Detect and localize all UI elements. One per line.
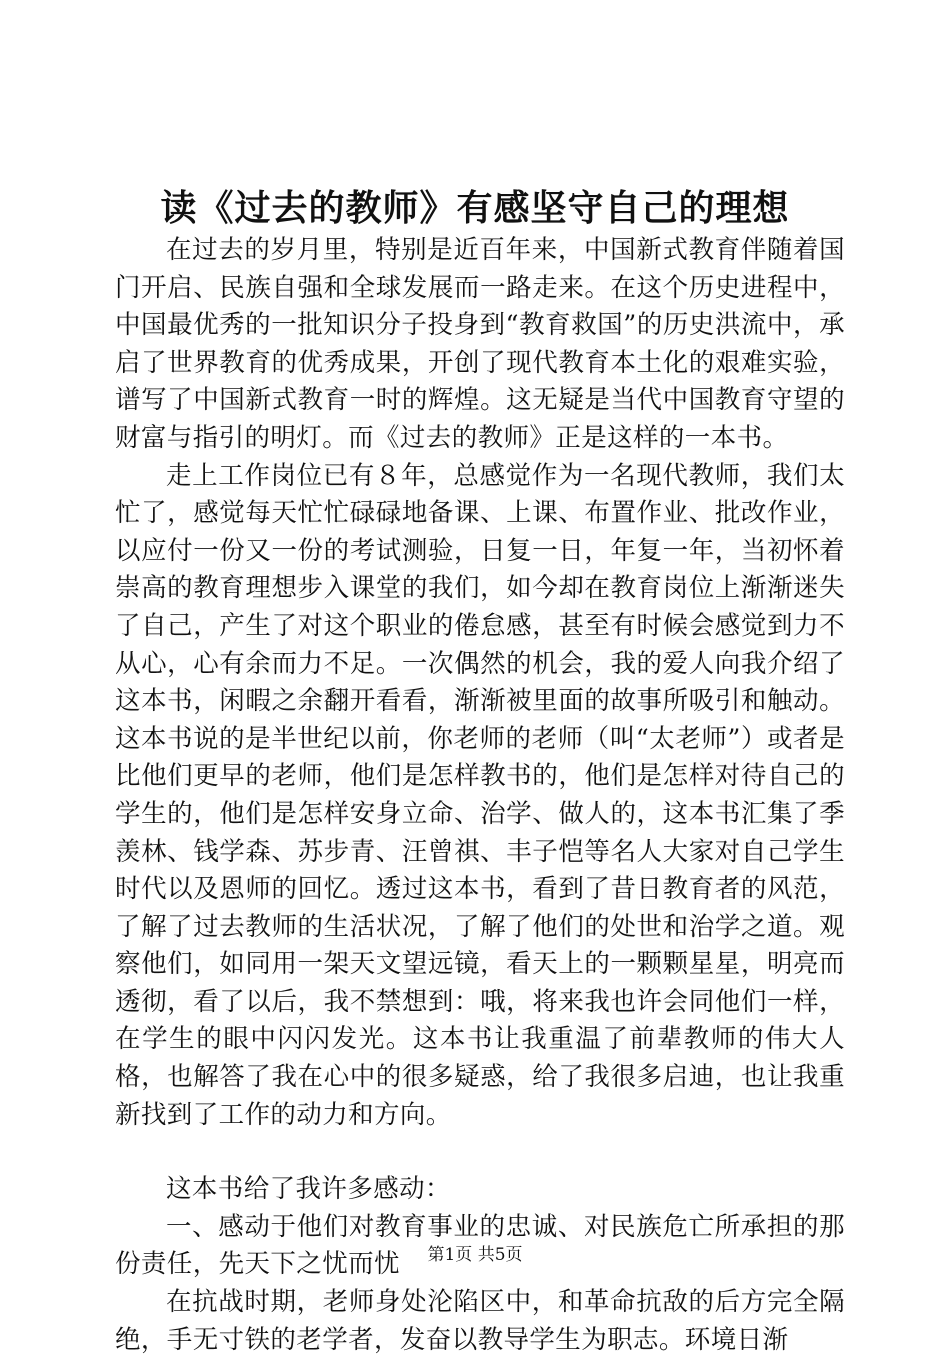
paragraph-intro: 在过去的岁月里，特别是近百年来，中国新式教育伴随着国门开启、民族自强和全球发展而一路走来。在这个历史进程中，中国最优秀的一批知识分子投身到“教育救国”的历史洪流中，承启了世界教育的优秀成果，开创了现代教育本土化的艰难实验，谱写了中国新式教育一时的辉煌。这无疑是当代中国教育守望的财富与指引的明灯。而《过去的教师》正是这样的一本书。: [115, 235, 845, 453]
paragraph-wartime: 在抗战时期，老师身处沦陷区中，和革命抗敌的后方完全隔绝，手无寸铁的老学者，发奋以教导学生为职志。环境日渐: [115, 1287, 845, 1355]
document-title: 读《过去的教师》有感坚守自己的理想: [160, 187, 790, 229]
paragraph-reflection: 走上工作岗位已有８年，总感觉作为一名现代教师，我们太忙了，感觉每天忙忙碌碌地备课、上课、布置作业、批改作业，以应付一份又一份的考试测验，日复一日，年复一年，当初怀着崇高的教育理想步入课堂的我们，如今却在教育岗位上渐渐迷失了自己，产生了对这个职业的倦怠感，甚至有时候会感觉到力不从心，心有余而力不足。一次偶然的机会，我的爱人向我介绍了这本书，闲暇之余翻开看看，渐渐被里面的故事所吸引和触动。这本书说的是半世纪以前，你老师的老师（叫“太老师”）或者是比他们更早的老师，他们是怎样教书的，他们是怎样对待自己的学生的，他们是怎样安身立命、治学、做人的，这本书汇集了季羡林、钱学森、苏步青、汪曾祺、丰子恺等名人大家对自己学生时代以及恩师的回忆。透过这本书，看到了昔日教育者的风范，了解了过去教师的生活状况，了解了他们的处世和治学之道。观察他们，如同用一架天文望远镜，看天上的一颗颗星星，明亮而透彻，看了以后，我不禁想到：哦，将来我也许会同他们一样，在学生的眼中闪闪发光。这本书让我重温了前辈教师的伟大人格，也解答了我在心中的很多疑惑，给了我很多启迪，也让我重新找到了工作的动力和方向。: [115, 460, 845, 1130]
paragraph-section-one-heading: 一、感动于他们对教育事业的忠诚、对民族危亡所承担的那份责任，先天下之忧而忧: [115, 1211, 845, 1280]
paragraph-touched-heading: 这本书给了我许多感动：: [166, 1174, 451, 1205]
page-number-footer: 第1页 共5页: [427, 1245, 523, 1265]
document-body: [115, 232, 845, 1359]
